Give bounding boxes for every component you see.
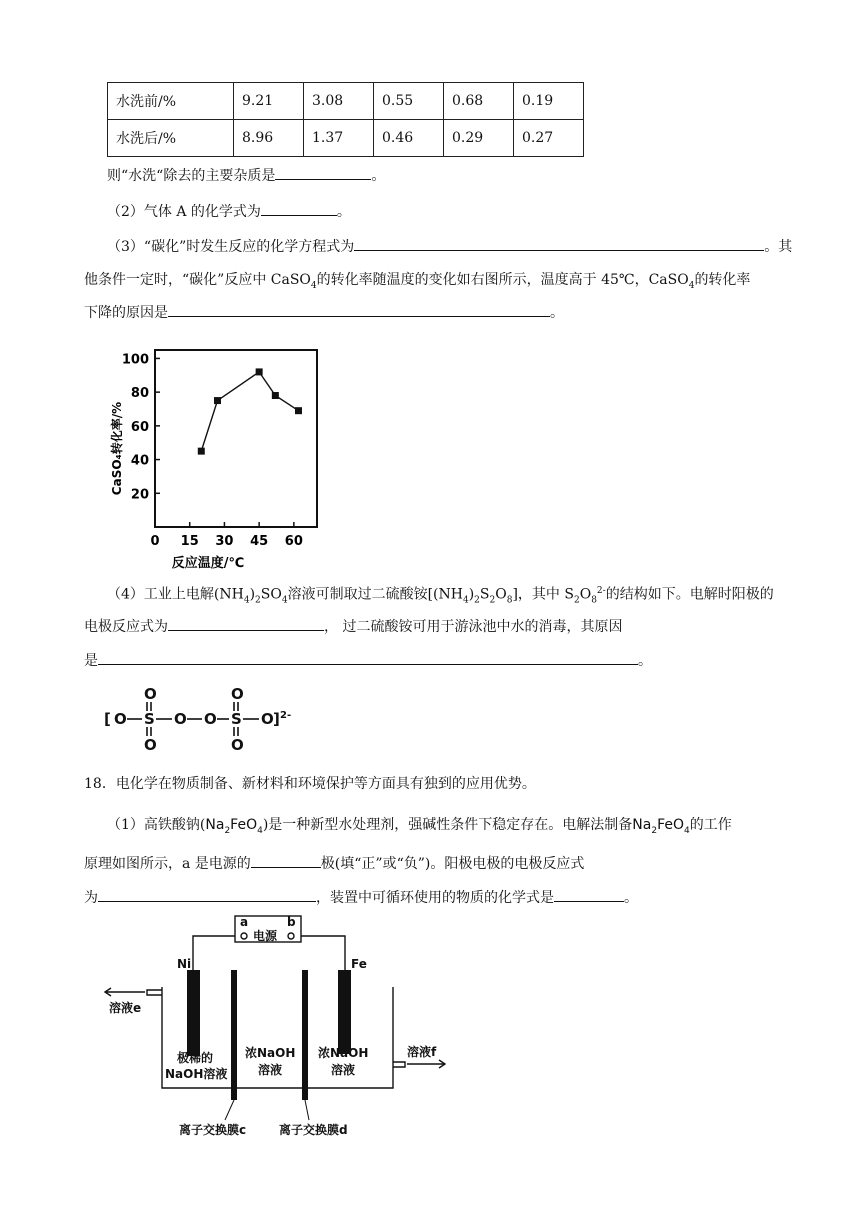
svg-text:极稀的: 极稀的 (177, 1051, 214, 1065)
svg-text:O: O (114, 710, 127, 728)
svg-text:浓NaOH: 浓NaOH (318, 1046, 369, 1060)
wash-question: 则“水洗“除去的主要杂质是 。 (107, 165, 385, 186)
series-line (201, 372, 298, 451)
svg-text:O: O (144, 685, 157, 703)
answer-blank[interactable] (98, 887, 316, 902)
table-cell: 0.55 (374, 83, 444, 120)
table-row (108, 120, 584, 157)
svg-text:溶液f: 溶液f (407, 1045, 437, 1059)
membrane-d (302, 970, 308, 1100)
svg-text:O: O (144, 736, 157, 754)
question-18-title: 18．电化学在物质制备、新材料和环境保护等方面具有独到的应用优势。 (84, 776, 536, 792)
table-cell: 0.27 (514, 120, 584, 157)
table-cell: 0.29 (444, 120, 514, 157)
question-4-line1: （4）工业上电解$(NH_4)_2SO_4$溶液可制取过二硫酸铵$[(NH_4)_2S_2O_8]$，其中 $S_2O_8^{2-}$的结构如下。电解时阳极的 (107, 586, 774, 606)
answer-blank[interactable] (354, 236, 764, 251)
table-cell: 0.68 (444, 83, 514, 120)
svg-text:离子交换膜d: 离子交换膜d (279, 1123, 348, 1137)
formula-na2feo4: $Na_2FeO_4$ (632, 817, 690, 836)
answer-blank[interactable] (98, 650, 638, 665)
table-cell: 8.96 (234, 120, 304, 157)
svg-text:S: S (144, 710, 155, 728)
row-label: 水洗前/% (108, 83, 234, 120)
row-label: 水洗后/% (108, 120, 234, 157)
ni-electrode (187, 970, 200, 1056)
svg-text:Ni: Ni (177, 957, 192, 971)
answer-blank[interactable] (275, 165, 371, 180)
table-cell: 0.46 (374, 120, 444, 157)
question-4-line3: 是 。 (84, 650, 652, 671)
x-tick-label: 30 (215, 534, 234, 549)
question-2: （2）气体 A 的化学式为 。 (107, 201, 351, 222)
question-3-line1: （3）“碳化”时发生反应的化学方程式为 。其 (107, 236, 792, 257)
x-tick-label: 60 (284, 534, 303, 549)
data-point (256, 368, 263, 375)
svg-text:a: a (240, 915, 249, 929)
table-cell: 1.37 (304, 120, 374, 157)
electrolysis-apparatus (95, 912, 465, 1144)
persulfate-structure (100, 682, 300, 754)
svg-text:Fe: Fe (351, 957, 367, 971)
svg-text:溶液e: 溶液e (109, 1001, 142, 1015)
svg-text:O: O (261, 710, 274, 728)
x-tick-label: 15 (180, 534, 199, 549)
svg-text:]: ] (273, 710, 280, 728)
question-18-1-line2: 原理如图所示，a 是电源的 极(填“正”或“负”)。阳极电极的电极反应式 (84, 853, 584, 874)
svg-text:浓NaOH: 浓NaOH (245, 1046, 296, 1060)
svg-text:离子交换膜c: 离子交换膜c (179, 1123, 247, 1137)
y-tick-label: 80 (130, 386, 149, 402)
x-tick-label: 0 (150, 534, 160, 549)
table-cell: 9.21 (234, 83, 304, 120)
svg-text:溶液: 溶液 (258, 1063, 283, 1077)
svg-text:溶液: 溶液 (331, 1063, 356, 1077)
question-18-1-line3: 为 ，装置中可循环使用的物质的化学式是 。 (84, 887, 638, 908)
answer-blank[interactable] (168, 616, 324, 631)
formula-na2feo4: $Na_2FeO_4$ (205, 817, 263, 836)
question-3-line3: 下降的原因是 。 (84, 302, 564, 323)
question-18-1-line1: （1）高铁酸钠$(Na_2FeO_4)$是一种新型水处理剂，强碱性条件下稳定存在。电解法制备$Na_2FeO_4$的工作 (107, 817, 732, 836)
svg-text:电源: 电源 (253, 929, 278, 943)
answer-blank[interactable] (251, 853, 321, 868)
x-tick-label: 45 (250, 534, 269, 549)
table-row (108, 83, 584, 120)
y-tick-label: 20 (130, 487, 149, 503)
data-point (198, 448, 205, 455)
y-tick-label: 60 (130, 419, 149, 435)
plot-frame (155, 350, 317, 527)
question-4-line2: 电极反应式为 ， 过二硫酸铵可用于游泳池中水的消毒，其原因 (84, 616, 622, 637)
svg-text:2-: 2- (280, 710, 292, 721)
answer-blank[interactable] (168, 302, 550, 317)
impurity-table (107, 82, 584, 157)
y-tick-label: 40 (130, 453, 149, 469)
y-axis-label: CaSO₄转化率/% (110, 401, 124, 496)
svg-text:NaOH溶液: NaOH溶液 (165, 1067, 228, 1081)
question-3-line2: 他条件一定时，“碳化”反应中 CaSO$_4$的转化率随温度的变化如右图所示，温度高于 45℃，CaSO$_4$的转化率 (84, 272, 751, 291)
conversion-chart (105, 345, 335, 570)
x-axis-label: 反应温度/℃ (171, 556, 245, 570)
svg-text:O: O (231, 685, 244, 703)
fe-electrode (338, 970, 351, 1054)
data-point (295, 407, 302, 414)
membrane-c (231, 970, 237, 1100)
svg-text:O: O (204, 710, 217, 728)
table-cell: 3.08 (304, 83, 374, 120)
svg-text:[: [ (104, 710, 111, 728)
svg-text:O: O (231, 736, 244, 754)
answer-blank[interactable] (261, 201, 337, 216)
svg-text:b: b (287, 915, 296, 929)
data-point (272, 392, 279, 399)
table-cell: 0.19 (514, 83, 584, 120)
y-tick-label: 100 (121, 352, 149, 368)
answer-blank[interactable] (554, 887, 624, 902)
svg-text:S: S (231, 710, 242, 728)
svg-text:O: O (174, 710, 187, 728)
data-point (214, 397, 221, 404)
